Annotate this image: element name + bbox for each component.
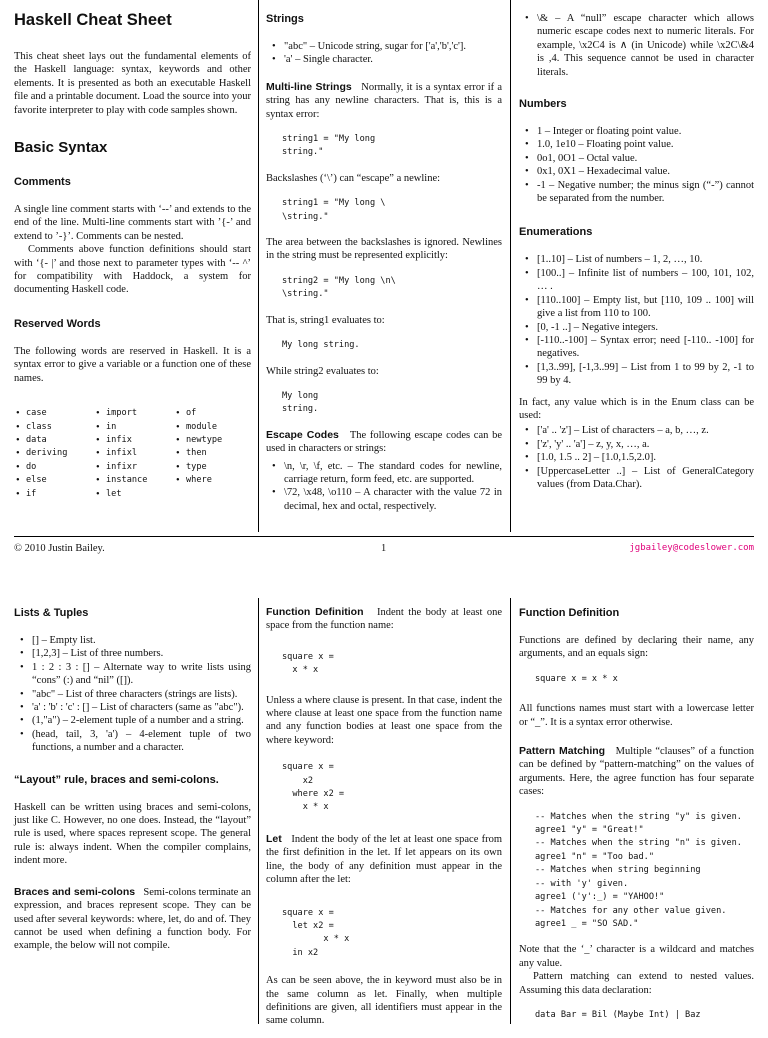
page-number: 1 xyxy=(381,543,387,554)
page1-column2 xyxy=(266,12,502,521)
code-block: square x = x2 where x2 = x * x xyxy=(282,762,345,813)
code-block: square x = x * x xyxy=(282,651,334,676)
column-divider xyxy=(258,598,259,1024)
list-item: • \72, \x48, \o110 – A character with the value 72 in decimal, hex and octal, respectively. xyxy=(266,486,502,513)
subsection-heading: Lists & Tuples xyxy=(14,607,89,619)
keyword: • if xyxy=(14,488,94,501)
runin-heading: Function Definition xyxy=(266,606,364,618)
page2-column2 xyxy=(266,606,502,1038)
subsection-heading: “Layout” rule, braces and semi-colons. xyxy=(14,773,219,786)
comments-paragraph: A single line comment starts with ‘--’ and extends to the end of the line. Multi-line comments start with ’{-’ and extend to ’-}’. Comments can be nested. xyxy=(14,204,251,242)
keyword: • let xyxy=(94,488,174,501)
multiline-paragraph: Normally, it is a syntax error if a string has any newline characters. That is, this is a syntax error: xyxy=(266,81,502,120)
keyword: • of xyxy=(174,407,251,420)
keyword: • class xyxy=(14,421,94,434)
code-block: data Bar = Bil (Maybe Int) | Baz xyxy=(535,1009,701,1020)
all-functions-paragraph: All functions names must start with a lowercase letter or “_”. It is a syntax error otherwise. xyxy=(519,703,754,728)
keyword: • do xyxy=(14,461,94,474)
section-heading: Basic Syntax xyxy=(14,139,108,157)
subsection-heading: Strings xyxy=(266,13,304,25)
evaluates-paragraph: That is, string1 evaluates to: xyxy=(266,314,385,326)
keyword: • type xyxy=(174,461,251,474)
list-item: • \n, \r, \f, etc. – The standard codes for newline, carriage return, form feed, etc. are supported. xyxy=(266,460,502,487)
subsection-heading: Comments xyxy=(14,176,71,189)
let-paragraph: Indent the body of the let at least one space from the first definition in the let. If let appears on its own line, the body of any definition must appear in the column after the let: xyxy=(266,833,502,886)
page1-column3 xyxy=(519,12,754,499)
runin-heading: Multi-line Strings xyxy=(266,80,352,93)
backslash-paragraph: Backslashes (‘\’) can “escape” a newline: xyxy=(266,172,441,184)
list-item: • 'a' – Single character. xyxy=(266,53,502,66)
column-divider xyxy=(510,0,511,532)
runin-heading: Escape Codes xyxy=(266,428,339,441)
list-item: • 1.0, 1e10 – Floating point value. xyxy=(519,138,754,151)
keyword: • data xyxy=(14,434,94,447)
runin-heading: Pattern Matching xyxy=(519,745,606,758)
enum-class-list xyxy=(519,424,754,491)
subsection-heading: Enumerations xyxy=(519,226,593,239)
keyword: • newtype xyxy=(174,434,251,447)
keyword: • infix xyxy=(94,434,174,447)
code-block: string2 = "My long \n\ \string." xyxy=(282,275,396,300)
strings-list xyxy=(266,40,502,67)
page2-column3 xyxy=(519,606,754,1034)
list-item: • 1 – Integer or floating point value. xyxy=(519,125,754,138)
in-paragraph: As can be seen above, the in keyword must also be in the same column as let. Finally, when multiple definitions are given, all identifiers must appear in the same column. xyxy=(266,975,502,1027)
footer-rule xyxy=(14,536,754,537)
keyword: • instance xyxy=(94,474,174,487)
wildcard-paragraph: Note that the ‘_’ character is a wildcard and matches any value. xyxy=(519,944,754,969)
list-item: • [1..10] – List of numbers – 1, 2, …, 10. xyxy=(519,253,754,266)
list-item: • (1,"a") – 2-element tuple of a number and a string. xyxy=(14,714,251,727)
list-item: • 0x1, 0X1 – Hexadecimal value. xyxy=(519,165,754,178)
list-item: • [110..100] – Empty list, but [110, 109 .. 100] will give a list from 110 to 100. xyxy=(519,294,754,321)
braces-paragraph: Semi-colons terminate an expression, and braces represent scope. They can be used after several keywords: where, let, do and of. They cannot be used when defining a function body. For example, the below will not compile. xyxy=(14,886,251,952)
list-item: • (head, tail, 3, 'a') – 4-element tuple of two functions, a number and a character. xyxy=(14,728,251,755)
keyword: • infixr xyxy=(94,461,174,474)
pattern-matching-paragraph: Multiple “clauses” of a function can be defined by “pattern-matching” on the values of arguments. Here, the agree function has four separate cases: xyxy=(519,746,754,798)
list-item: • [1,3..99], [-1,3..99] – List from 1 to 99 by 2, -1 to 99 by 4. xyxy=(519,361,754,388)
list-item: • [] – Empty list. xyxy=(14,634,251,647)
keyword: • where xyxy=(174,474,251,487)
fdef-paragraph: Functions are defined by declaring their name, any arguments, and an equals sign: xyxy=(519,635,754,660)
list-item: • [1,2,3] – List of three numbers. xyxy=(14,647,251,660)
lists-tuples-list xyxy=(14,634,251,755)
runin-heading: Let xyxy=(266,832,282,845)
subsection-heading: Function Definition xyxy=(519,607,620,619)
list-item: • [-110..-100] – Syntax error; need [-110.. -100] for negatives. xyxy=(519,334,754,361)
list-item: • [100..] – Infinite list of numbers – 100, 101, 102, … . xyxy=(519,267,754,294)
enumerations-list xyxy=(519,253,754,387)
keyword: • import xyxy=(94,407,174,420)
email-link[interactable]: jgbailey@codeslower.com xyxy=(629,543,754,553)
code-block: square x = x * x xyxy=(535,673,618,684)
reserved-keyword-list xyxy=(14,407,251,501)
page-footer xyxy=(14,542,754,556)
keyword: • infixl xyxy=(94,447,174,460)
list-item: • [0, -1 ..] – Negative integers. xyxy=(519,321,754,334)
where-paragraph: Unless a where clause is present. In that case, indent the where clause at least one space from the function name and any function bodies at least one space from the where keyword: xyxy=(266,694,502,746)
column-divider xyxy=(258,0,259,532)
keyword: • in xyxy=(94,421,174,434)
copyright: © 2010 Justin Bailey. xyxy=(14,543,105,554)
fdef-paragraph: Indent the body at least one space from the function name: xyxy=(266,607,503,632)
code-block: My long string. xyxy=(282,390,319,415)
list-item: • 0o1, 0O1 – Octal value. xyxy=(519,152,754,165)
list-item: • 1 : 2 : 3 : [] – Alternate way to write lists using “cons” (:) and “nil” ([]). xyxy=(14,661,251,688)
list-item: • [UppercaseLetter ..] – List of GeneralCategory values (from Data.Char). xyxy=(519,465,754,492)
page2-column1 xyxy=(14,606,251,963)
keyword: • module xyxy=(174,421,251,434)
code-block: -- Matches when the string "y" is given. agree1 "y" = "Great!" -- Matches when the string "n" is given. agree1 "n" = "Too bad." -- Matches when string beginning -- with 'y' given. agree1 ('y':_) = "YAHOO!" -- Matches for any other value given. agree1 _ = "SO SAD." xyxy=(535,811,742,929)
enum-paragraph: In fact, any value which is in the Enum class can be used: xyxy=(519,396,754,421)
area-paragraph: The area between the backslashes is ignored. Newlines in the string must be represented explicitly: xyxy=(266,237,502,262)
list-item: • "abc" – Unicode string, sugar for ['a','b','c']. xyxy=(266,40,502,53)
escape-list xyxy=(266,460,502,514)
list-item: • \& – A “null” escape character which allows numeric escape codes next to numeric literals. For example, \x2C4 is ∧ (in Unicode) while \x2C\&4 is ,4. This sequence cannot be used in character literals. xyxy=(519,12,754,79)
runin-heading: Braces and semi-colons xyxy=(14,885,136,898)
list-item: • -1 – Negative number; the minus sign (“-”) cannot be separated from the number. xyxy=(519,179,754,206)
keyword: • case xyxy=(14,407,94,420)
escape-list-continued xyxy=(519,12,754,79)
column-divider xyxy=(510,598,511,1024)
comments-paragraph-2: Comments above function definitions should start with ‘{- |’ and those next to parameter types with ‘-- ^’ for compatibility with Haddock, a system for documenting Haskell code. xyxy=(14,244,251,296)
code-block: string1 = "My long \ \string." xyxy=(282,198,386,222)
list-item: • ['a' .. 'z'] – List of characters – a, b, …, z. xyxy=(519,424,754,437)
reserved-paragraph: The following words are reserved in Haskell. It is a syntax error to give a variable or a function one of these names. xyxy=(14,345,251,384)
keyword: • deriving xyxy=(14,447,94,460)
list-item: • ['z', 'y' .. 'a'] – z, y, x, …, a. xyxy=(519,438,754,451)
layout-paragraph: Haskell can be written using braces and semi-colons, just like C. However, no one does. Instead, the “layout” rule is used, where spaces represent scope. The general rule is: always indent. When the compiler complains, indent more. xyxy=(14,801,251,867)
code-block: square x = let x2 = x * x in x2 xyxy=(282,907,350,958)
code-block: string1 = "My long string." xyxy=(282,134,376,158)
keyword: • else xyxy=(14,474,94,487)
page1-column1 xyxy=(14,10,251,501)
keyword: • then xyxy=(174,447,251,460)
list-item: • 'a' : 'b' : 'c' : [] – List of characters (same as "abc"). xyxy=(14,701,251,714)
code-block: My long string. xyxy=(282,340,360,351)
nested-paragraph: Pattern matching can extend to nested values. Assuming this data declaration: xyxy=(519,971,754,996)
intro-paragraph: This cheat sheet lays out the fundamental elements of the Haskell language: syntax, keywords and other elements. It is presented as both an executable Haskell file and a printable document. Load the source into your favorite interpreter to play with code samples shown. xyxy=(14,51,251,116)
subsection-heading: Numbers xyxy=(519,98,567,111)
subsection-heading: Reserved Words xyxy=(14,317,101,330)
numbers-list xyxy=(519,125,754,205)
escape-paragraph: The following escape codes can be used in characters or strings: xyxy=(266,429,502,455)
page-title: Haskell Cheat Sheet xyxy=(14,11,172,29)
list-item: • "abc" – List of three characters (strings are lists). xyxy=(14,688,251,701)
list-item: • [1.0, 1.5 .. 2] – [1.0,1.5,2.0]. xyxy=(519,451,754,464)
evaluates-paragraph: While string2 evaluates to: xyxy=(266,365,379,377)
